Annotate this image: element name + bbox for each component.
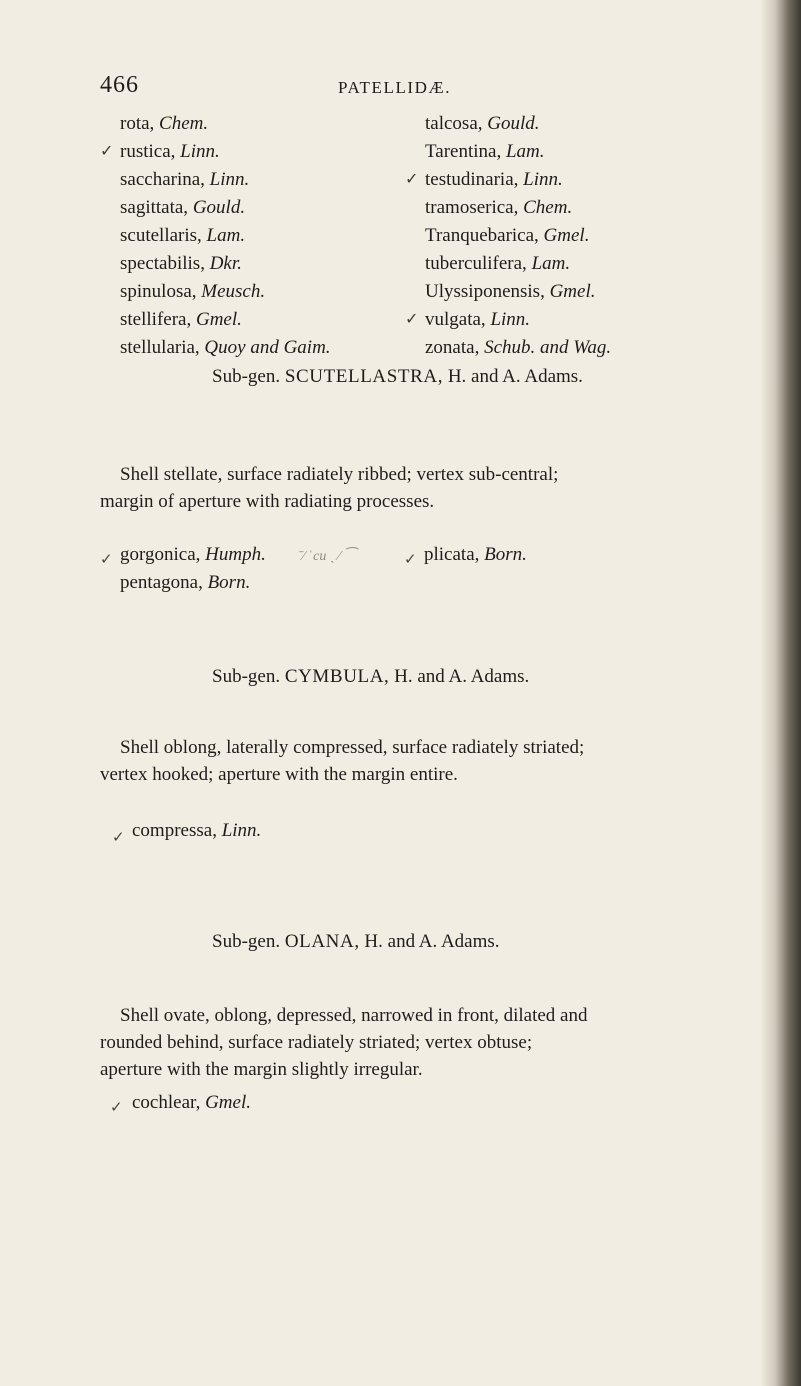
list-item: Ulyssiponensis, Gmel. bbox=[425, 281, 596, 302]
subgenus-heading: Sub-gen. SCUTELLASTRA, H. and A. Adams. bbox=[212, 366, 583, 387]
list-item: tuberculifera, Lam. bbox=[425, 253, 571, 274]
check-mark-icon: ✓ bbox=[404, 552, 417, 568]
list-item: talcosa, Gould. bbox=[425, 113, 540, 134]
list-item: cochlear, Gmel. bbox=[132, 1092, 251, 1113]
page-binding-edge bbox=[761, 0, 801, 1386]
list-item: zonata, Schub. and Wag. bbox=[425, 337, 612, 358]
subgenus-heading: Sub-gen. OLANA, H. and A. Adams. bbox=[212, 931, 500, 952]
list-item: scutellaris, Lam. bbox=[120, 225, 246, 246]
check-mark-icon: ✓ bbox=[100, 143, 114, 160]
list-item: plicata, Born. bbox=[424, 544, 527, 565]
check-mark-icon: ✓ bbox=[405, 171, 419, 188]
list-item: tramoserica, Chem. bbox=[425, 197, 573, 218]
list-item: pentagona, Born. bbox=[120, 572, 251, 593]
subgenus-description: Shell stellate, surface radiately ribbed; vertex sub-central; margin of aperture with radiating processes. bbox=[100, 464, 559, 512]
pencil-annotation: ˉ⁄ ˈcu ˎ ⁄ ⁀ bbox=[298, 549, 356, 564]
species-column-right bbox=[405, 110, 612, 362]
list-item: ✓ testudinaria, Linn. bbox=[425, 166, 611, 194]
list-item: compressa, Linn. bbox=[132, 820, 262, 841]
subgenus-description: Shell ovate, oblong, depressed, narrowed in front, dilated and rounded behind, surface radiately striated; vertex obtuse; aperture with the margin slightly irregular. bbox=[100, 1005, 588, 1080]
list-item: sagittata, Gould. bbox=[120, 197, 246, 218]
list-item: gorgonica, Humph. bbox=[120, 544, 266, 565]
check-mark-icon: ✓ bbox=[110, 1100, 123, 1116]
list-item: spinulosa, Meusch. bbox=[120, 281, 266, 302]
check-mark-icon: ✓ bbox=[112, 830, 125, 846]
list-item: stellifera, Gmel. bbox=[120, 309, 242, 330]
check-mark-icon: ✓ bbox=[405, 311, 419, 328]
list-item: ✓ rustica, Linn. bbox=[120, 138, 331, 166]
page-number: 466 bbox=[100, 72, 139, 98]
species-column-left bbox=[100, 110, 331, 362]
list-item: spectabilis, Dkr. bbox=[120, 253, 242, 274]
list-item: stellularia, Quoy and Gaim. bbox=[120, 337, 331, 358]
subgenus-description: Shell oblong, laterally compressed, surface radiately striated; vertex hooked; aperture with the margin entire. bbox=[100, 737, 585, 785]
list-item: Tranquebarica, Gmel. bbox=[425, 225, 590, 246]
list-item: rota, Chem. bbox=[120, 113, 209, 134]
list-item: ✓ vulgata, Linn. bbox=[425, 306, 611, 334]
list-item: Tarentina, Lam. bbox=[425, 141, 545, 162]
running-head: PATELLIDÆ. bbox=[338, 78, 452, 97]
list-item: saccharina, Linn. bbox=[120, 169, 250, 190]
check-mark-icon: ✓ bbox=[100, 552, 113, 568]
subgenus-heading: Sub-gen. CYMBULA, H. and A. Adams. bbox=[212, 666, 530, 687]
